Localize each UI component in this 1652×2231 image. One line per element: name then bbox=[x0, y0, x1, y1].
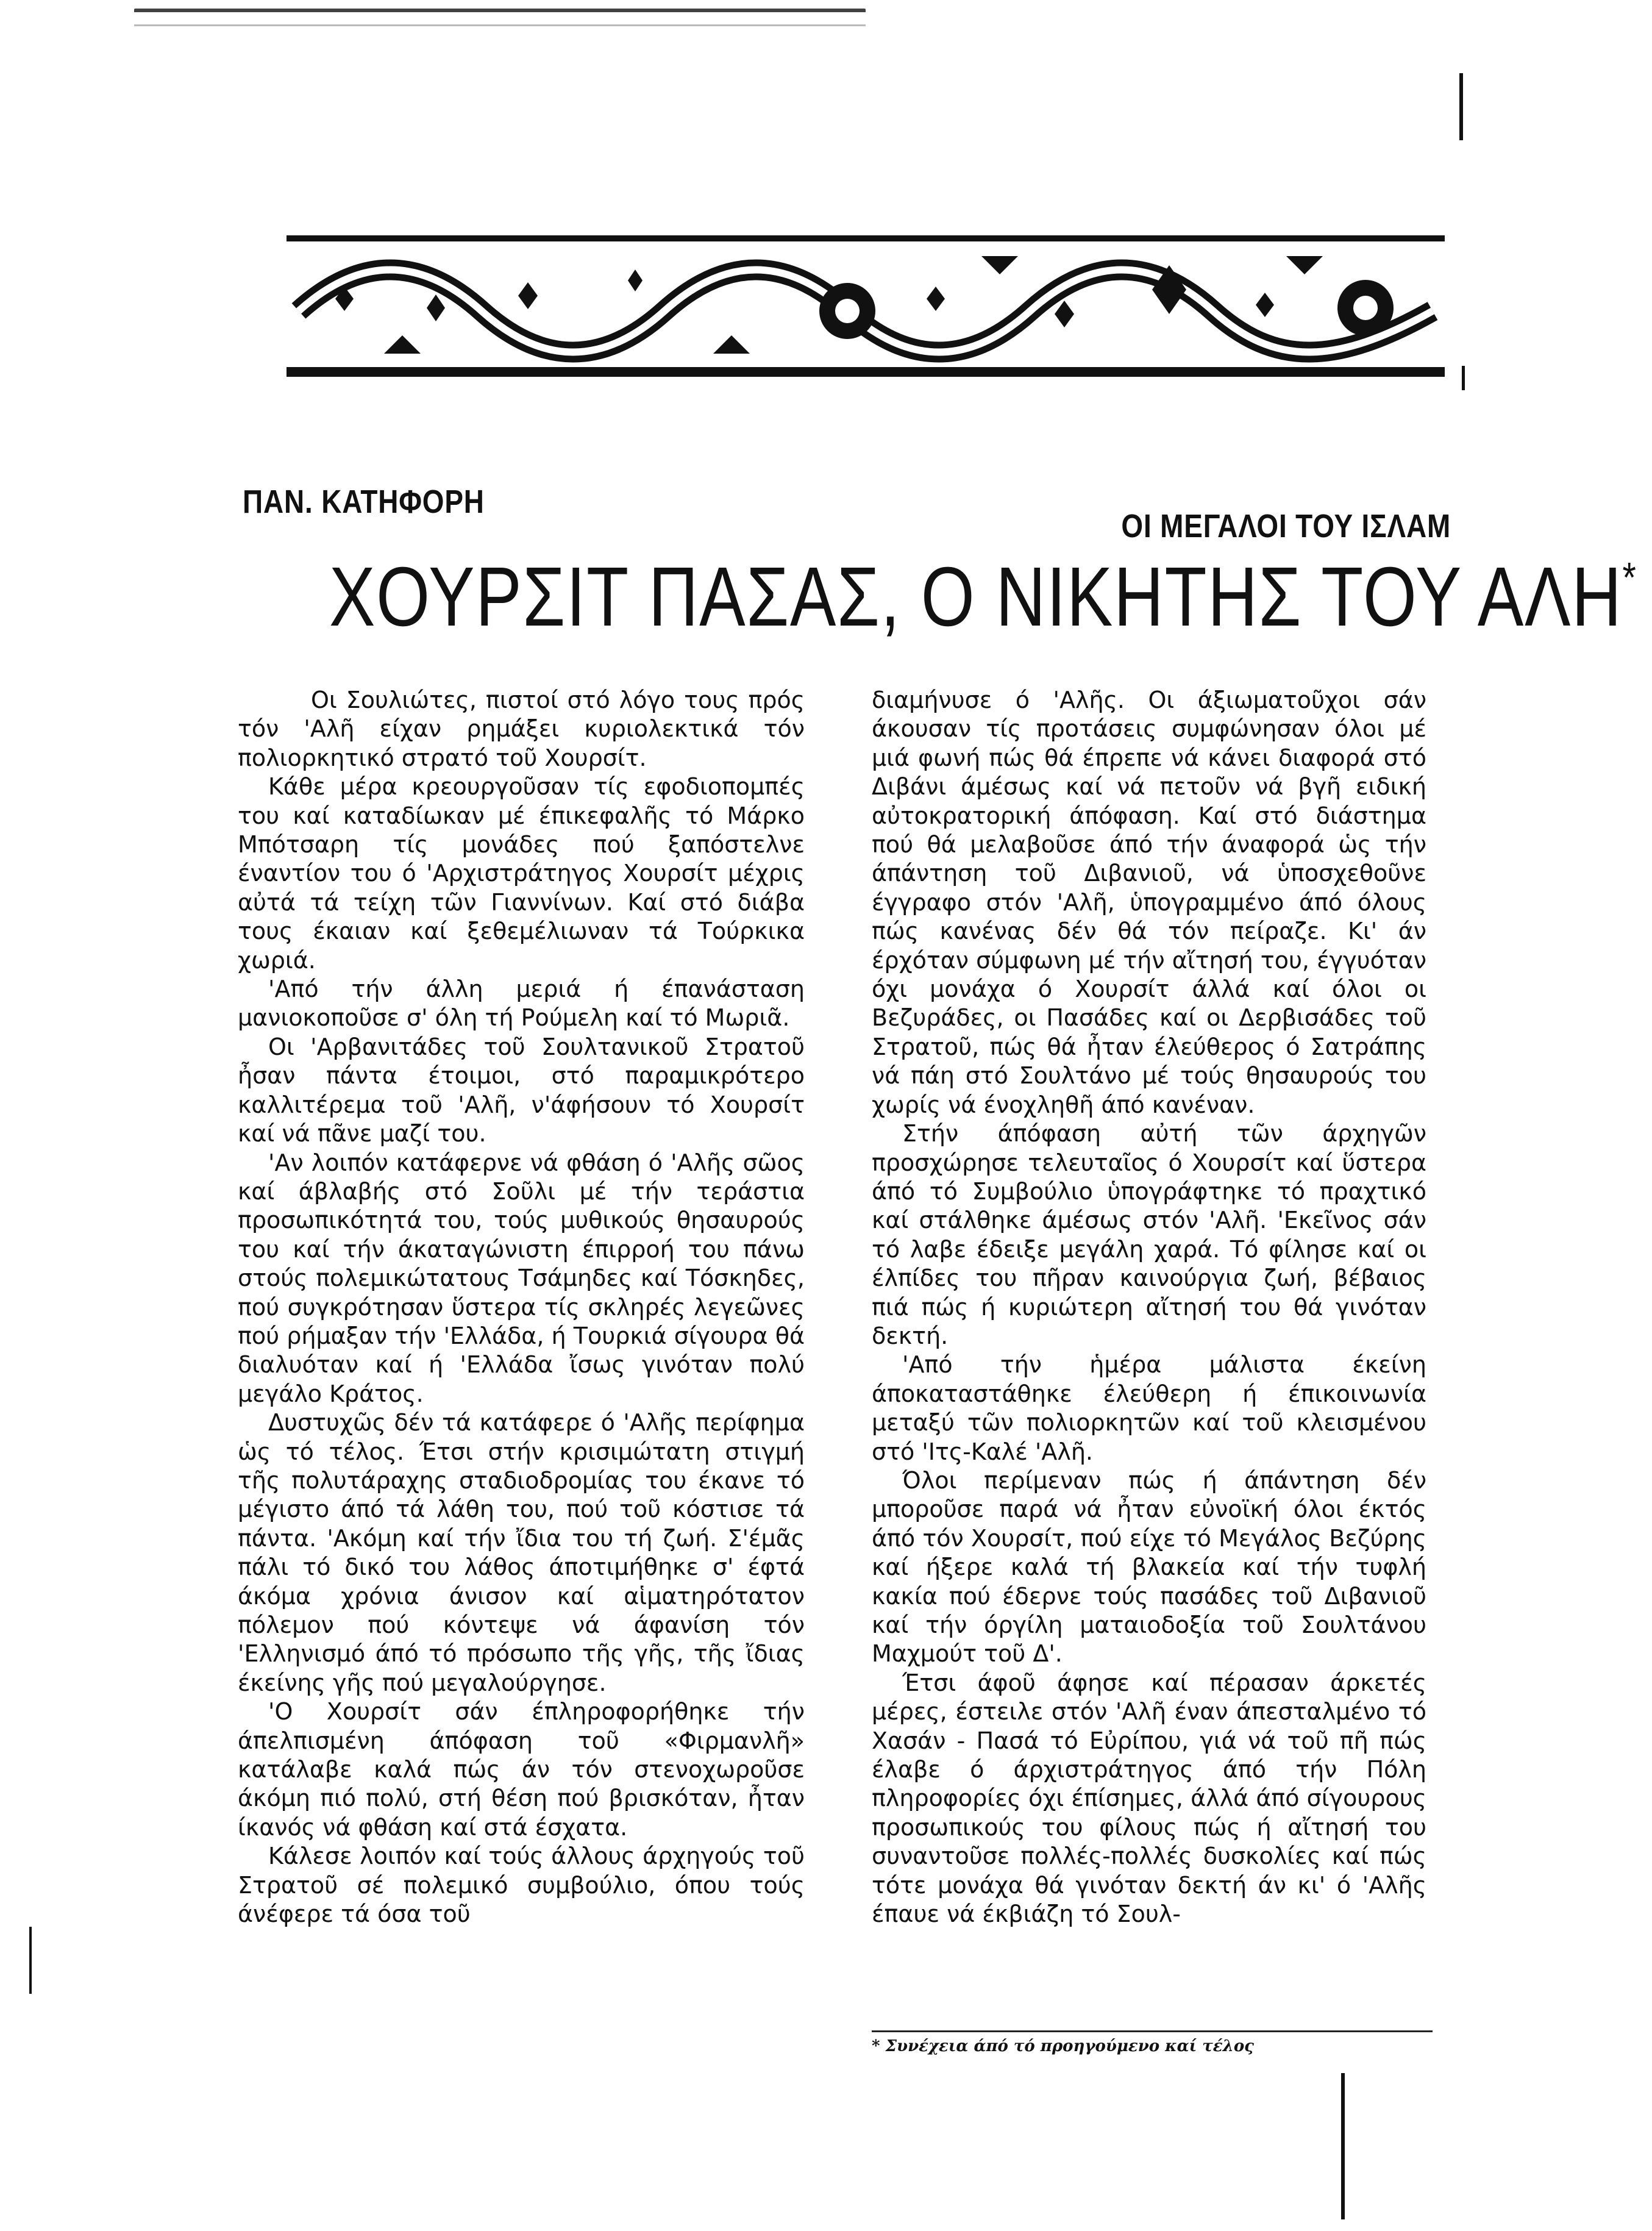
footnote-marker: * bbox=[1622, 554, 1637, 601]
scan-artifact-mark bbox=[1341, 2073, 1345, 2219]
headline-text: ΧΟΥΡΣΙΤ ΠΑΣΑΣ, Ο ΝΙΚΗΤΗΣ ΤΟΥ ΑΛΗ bbox=[329, 550, 1623, 644]
author-byline: ΠΑΝ. ΚΑΤΗΦΟΡΗ bbox=[243, 484, 485, 520]
paragraph: Κάλεσε λοιπόν καί τούς άλλους άρχηγούς τοῦ Στρατοῦ σέ πολεμικό συμβούλιο, όπου τούς άνέφερε τά όσα τοῦ bbox=[238, 1843, 805, 1928]
paragraph: Στήν άπόφαση αὐτή τῶν άρχηγῶν προσχώρησε τελευταῖος ό Χουρσίτ καί ὕστερα άπό τό Συμβούλιο ὑπογράφτηκε τό πραχτικό καί στάλθηκε άμέσως στόν 'Αλῆ. 'Εκεῖνος σάν τό λαβε έδειξε μεγάλη χαρά. Τό φίλησε καί οι έλπίδες του πῆραν καινούργια ζωή, βέβαιος πιά πώς ή κυριώτερη αἴτησή του θά γινόταν δεκτή. bbox=[872, 1120, 1426, 1349]
article-headline bbox=[329, 549, 1637, 646]
paragraph: 'Από τήν ἡμέρα μάλιστα έκείνη άποκαταστάθηκε έλεύθερη ή έπικοινωνία μεταξύ τῶν πολιορκητῶν καί τοῦ κλεισμένου στό 'Ιτς-Καλέ 'Αλῆ. bbox=[872, 1351, 1426, 1465]
ornament-icon bbox=[287, 232, 1445, 384]
scan-artifact-line bbox=[134, 24, 866, 26]
paragraph: Όλοι περίμεναν πώς ή άπάντηση δέν μποροῦσε παρά νά ἦταν εὐνοϊκή όλοι έκτός άπό τόν Χουρσίτ, πού είχε τό Μεγάλος Βεζύρης καί ήξερε καλά τή βλακεία καί τήν τυφλή κακία πού έδερνε τούς πασάδες τοῦ Διβανιοῦ καί τήν όργίλη ματαιοδοξία τοῦ Σουλτάνου Μαχμούτ τοῦ Δ'. bbox=[872, 1466, 1426, 1668]
scan-artifact-mark bbox=[29, 1927, 32, 1994]
series-title: ΟΙ ΜΕΓΑΛΟΙ ΤΟΥ ΙΣΛΑΜ bbox=[1121, 508, 1451, 544]
paragraph: 'Από τήν άλλη μεριά ή έπανάσταση μανιοκοποῦσε σ' όλη τή Ρούμελη καί τό Μωριᾶ. bbox=[238, 976, 805, 1032]
paragraph: Δυστυχῶς δέν τά κατάφερε ό 'Αλῆς περίφημα ὡς τό τέλος. Έτσι στήν κρισιμώτατη στιγμή τῆς πολυτάραχης σταδιοδρομίας του έκανε τό μέγιστο άπό τά λάθη του, πού τοῦ κόστισε τά πάντα. 'Ακόμη καί τήν ἴδια του τή ζωή. Σ'έμᾶς πάλι τό δικό του λάθος άποτιμήθηκε σ' έφτά άκόμα χρόνια άνισον καί αἱματηρότατον πόλεμον πού κόντεψε νά άφανίση τόν 'Ελληνισμό άπό τό πρόσωπο τῆς γῆς, τῆς ἴδιας έκείνης γῆς πού μεγαλούργησε. bbox=[238, 1409, 805, 1696]
paragraph: 'Ο Χουρσίτ σάν έπληροφορήθηκε τήν άπελπισμένη άπόφαση τοῦ «Φιρμανλῆ» κατάλαβε καλά πώς άν τόν στενοχωροῦσε άκόμη πιό πολύ, στή θέση πού βρισκόταν, ἦταν ίκανός νά φθάση καί στά έσχατα. bbox=[238, 1698, 805, 1841]
decorative-ornament-banner bbox=[287, 232, 1445, 384]
scan-artifact-top bbox=[134, 9, 866, 18]
paragraph: 'Αν λοιπόν κατάφερνε νά φθάση ό 'Αλῆς σῶος καί άβλαβής στό Σοῦλι μέ τήν τεράστια προσωπικότητά του, τούς μυθικούς θησαυρούς του καί τήν άκαταγώνιστη έπιρροή του πάνω στούς πολεμικώτατους Τσάμηδες καί Τόσκηδες, πού συγκρότησαν ὕστερα τίς σκληρές λεγεῶνες πού ρήμαξαν τήν 'Ελλάδα, ή Τουρκιά σίγουρα θά διαλυόταν καί ή 'Ελλάδα ἴσως γινόταν πολύ μεγάλο Κράτος. bbox=[238, 1149, 805, 1407]
paragraph: Οι Σουλιώτες, πιστοί στό λόγο τους πρός τόν 'Αλῆ είχαν ρημάξει κυριολεκτικά τόν πολιορκητικό στρατό τοῦ Χουρσίτ. bbox=[238, 687, 805, 771]
paragraph: Κάθε μέρα κρεουργοῦσαν τίς εφοδιοπομπές του καί καταδίωκαν μέ έπικεφαλῆς τό Μάρκο Μπότσαρη τίς μονάδες πού ξαπόστελνε έναντίον του ό 'Αρχιστράτηγος Χουρσίτ μέχρις αὐτά τά τείχη τῶν Γιαννίνων. Καί στό διάβα τους έκαιαν καί ξεθεμέλιωναν τά Τούρκικα χωριά. bbox=[238, 773, 805, 974]
paragraph: διαμήνυσε ό 'Αλῆς. Οι άξιωματοῦχοι σάν άκουσαν τίς προτάσεις συμφώνησαν όλοι μέ μιά φωνή πώς θά έπρεπε νά κάνει διαφορά στό Διβάνι άμέσως καί νά πετοῦν νά βγῆ ειδική αὐτοκρατορική άπόφαση. Καί στό διάστημα πού θά μελαβοῦσε άπό τήν άναφορά ὡς τήν άπάντηση τοῦ Διβανιοῦ, νά ὑποσχεθοῦνε έγγραφο στόν 'Αλῆ, ὑπογραμμένο άπό όλους πώς κανένας δέν θά τόν πείραζε. Κι' άν έρχόταν σύμφωνη μέ τήν αἴτησή του, έγγυόταν όχι μονάχα ό Χουρσίτ άλλά καί όλοι οι Βεζυράδες, οι Πασάδες καί οι Δερβισάδες τοῦ Στρατοῦ, πώς θά ἦταν έλεύθερος ό Σατράπης νά πάη στό Σουλτάνο μέ τούς θησαυρούς του χωρίς νά ένοχληθῆ άπό κανέναν. bbox=[872, 687, 1426, 1118]
paragraph: Οι 'Αρβανιτάδες τοῦ Σουλτανικοῦ Στρατοῦ ἦσαν πάντα έτοιμοι, στό παραμικρότερο καλλιτέρεμα τοῦ 'Αλῆ, ν'άφήσουν τό Χουρσίτ καί νά πᾶνε μαζί του. bbox=[238, 1033, 805, 1148]
footnote: * Συνέχεια άπό τό προηγούμενο καί τέλος bbox=[872, 2030, 1433, 2055]
scan-artifact-mark bbox=[1459, 73, 1463, 140]
scan-artifact-mark bbox=[1462, 366, 1465, 390]
article-column-left bbox=[238, 686, 805, 1929]
paragraph: Έτσι άφοῦ άφησε καί πέρασαν άρκετές μέρες, έστειλε στόν 'Αλῆ έναν άπεσταλμένο τό Χασάν - Πασά τό Εὐρίπου, γιά νά τοῦ πῆ πώς έλαβε ό άρχιστράτηγος άπό τήν Πόλη πληροφορίες όχι έπίσημες, άλλά άπό σίγουρους προσωπικούς του φίλους πώς ή αἴτησή του συναντοῦσε πολλές-πολλές δυσκολίες καί πώς τότε μονάχα θά γινόταν δεκτή άν κι' ό 'Αλῆς έπαυε νά έκβιάζη τό Σουλ- bbox=[872, 1669, 1426, 1928]
article-column-right bbox=[872, 686, 1426, 1929]
